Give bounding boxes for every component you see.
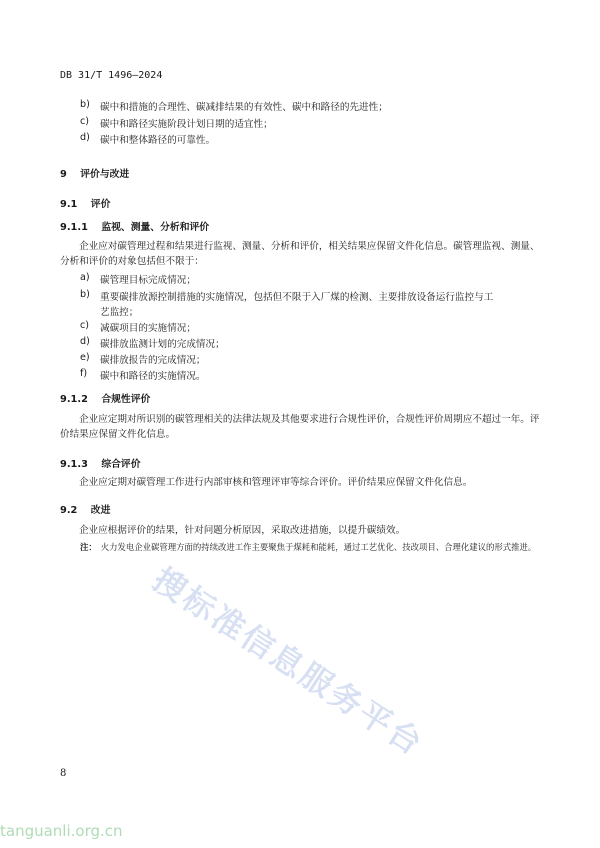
section-title: 合规性评价 <box>101 394 151 405</box>
watermark-text: 搜标准信息服务平台 <box>146 560 431 764</box>
list-marker: b) <box>80 99 90 110</box>
list-item-text: 碳中和路径实施阶段计划日期的适宜性； <box>100 119 273 130</box>
paragraph-9-2: 企业应根据评价的结果，针对问题分析原因，采取改进措施，以提升碳绩效。 <box>79 525 406 536</box>
note-label: 注： <box>80 542 97 552</box>
paragraph-9-1-2: 企业应定期对所识别的碳管理相关的法律法规及其他要求进行合规性评价，合规性评价周期应不超过一年。评价结果应保留文件化信息。 <box>60 414 540 440</box>
section-heading-9-1 <box>60 196 110 210</box>
list-item-text: 重要碳排放源控制措施的实施情况，包括但不限于入厂煤的检测、主要排放设备运行监控与工 <box>100 292 494 303</box>
list-marker: c) <box>80 116 90 127</box>
paragraph-9-1-3: 企业应定期对碳管理工作进行内部审核和管理评审等综合评价。评价结果应保留文件化信息。 <box>79 477 473 488</box>
list-item-text: 碳管理目标完成情况； <box>100 275 196 286</box>
list-marker: b) <box>80 289 90 300</box>
document-id-header: DB 31/T 1496—2024 <box>60 70 163 81</box>
list-item-text: 减碳项目的实施情况； <box>100 323 196 334</box>
list-marker: f) <box>80 368 88 379</box>
list-marker: d) <box>80 132 90 143</box>
note-text: 火力发电企业碳管理方面的持续改进工作主要聚焦于煤耗和能耗，通过工艺优化、技改项目、合理化建议的形式推进。 <box>100 542 537 552</box>
section-title: 监视、测量、分析和评价 <box>101 222 210 233</box>
list-item-text: 碳排放报告的完成情况； <box>100 355 206 366</box>
section-number: 9.1.2 <box>60 394 88 405</box>
section-heading-9-1-3 <box>60 456 141 470</box>
note-block <box>80 540 540 554</box>
section-number: 9 <box>60 169 67 180</box>
list-item-text: 碳中和路径的实施情况。 <box>100 371 206 382</box>
section-heading-9-2 <box>60 502 110 516</box>
section-heading-9-1-2 <box>60 391 150 405</box>
list-marker: c) <box>80 320 90 331</box>
section-title: 评价 <box>90 199 111 210</box>
section-number: 9.2 <box>60 505 78 516</box>
section-title: 综合评价 <box>101 459 141 470</box>
section-number: 9.1.3 <box>60 459 88 470</box>
list-item-text: 碳中和措施的合理性、碳减排结果的有效性、碳中和路径的先进性； <box>100 102 388 113</box>
list-marker: d) <box>80 336 90 347</box>
section-title: 评价与改进 <box>80 169 130 180</box>
section-number: 9.1.1 <box>60 222 88 233</box>
section-number: 9.1 <box>60 199 78 210</box>
paragraph-9-1-1: 企业应对碳管理过程和结果进行监视、测量、分析和评价，相关结果应保留文件化信息。碳管理监视、测量、分析和评价的对象包括但不限于： <box>60 241 540 267</box>
list-marker: a) <box>80 272 90 283</box>
list-marker: e) <box>80 352 90 363</box>
list-item-text: 碳排放监测计划的完成情况； <box>100 339 225 350</box>
watermark-url: tanguanli.org.cn <box>0 822 123 840</box>
section-heading-9-1-1 <box>60 219 209 233</box>
section-title: 改进 <box>90 505 111 516</box>
page-number: 8 <box>60 768 67 779</box>
section-heading-9 <box>60 166 129 180</box>
list-item-text-continued: 艺监控； <box>100 307 139 318</box>
list-item-text: 碳中和整体路径的可靠性。 <box>100 135 216 146</box>
